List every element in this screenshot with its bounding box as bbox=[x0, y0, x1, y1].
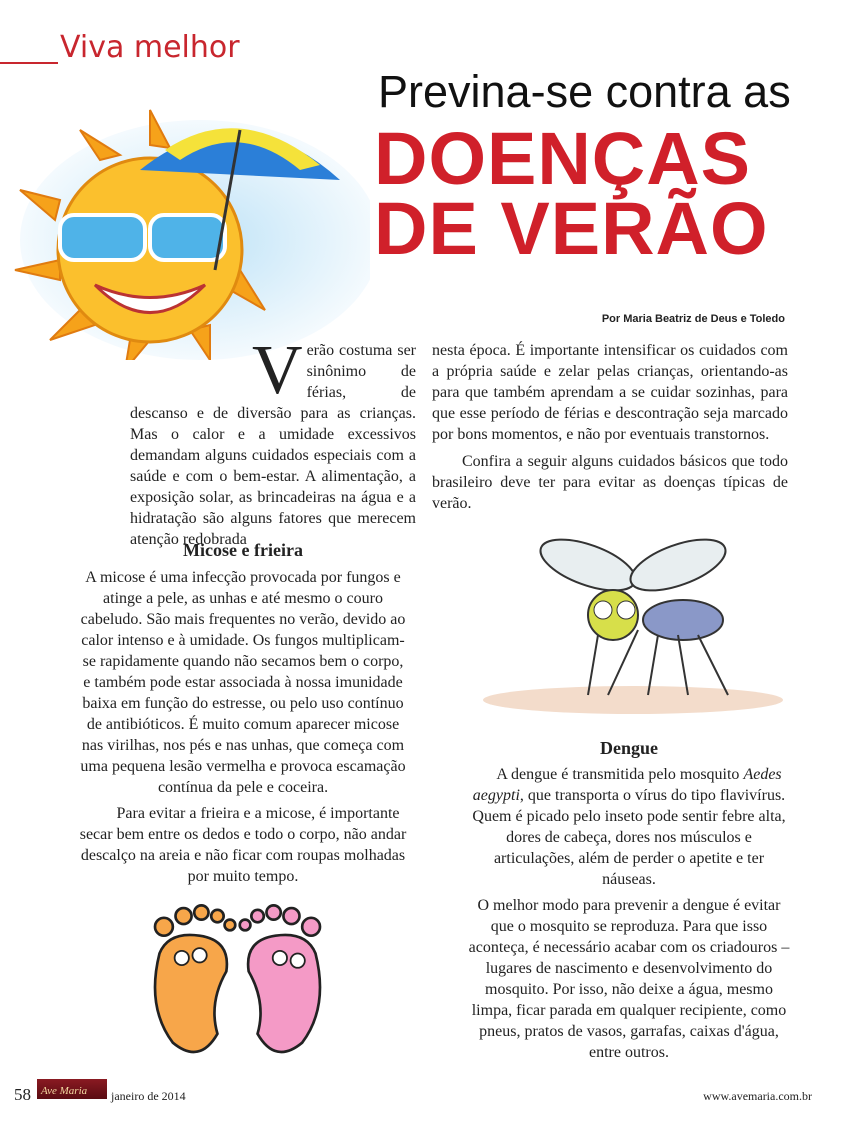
title-main bbox=[374, 117, 769, 270]
magazine-logo: Ave Maria bbox=[37, 1079, 107, 1099]
dengue-text: , que transporta o vírus do tipo flavivírus. Quem é picado pelo inseto pode sentir febre alta, dores de cabeça, dores nos músculos e articulações, além de perder o apetite e ter náuseas. bbox=[472, 787, 786, 888]
sun-umbrella-illustration bbox=[0, 70, 370, 360]
intro-column-2 bbox=[432, 340, 788, 514]
website-url[interactable]: www.avemaria.com.br bbox=[703, 1089, 812, 1103]
intro-column-1 bbox=[130, 332, 416, 550]
title-line-3: DE VERÃO bbox=[374, 187, 769, 270]
micose-section bbox=[78, 540, 408, 887]
intro-paragraph-1: erão costuma ser sinônimo de férias, de descanso e de diversão para as crianças. Mas o calor e a umidade excessivos demandam alguns cuidados especiais com a saúde e com o bem-estar. A alimentação, a exposição solar, as brincadeiras na água e a hidratação são alguns fatores que merecem atenção redobrada bbox=[130, 342, 416, 548]
species-name: Aedes aegypti bbox=[472, 766, 782, 804]
dengue-section bbox=[466, 738, 792, 1063]
byline: Por Maria Beatriz de Deus e Toledo bbox=[601, 313, 785, 325]
title-line-2: DOENÇAS bbox=[374, 117, 752, 200]
dengue-paragraph-2: O melhor modo para prevenir a dengue é evitar que o mosquito se reproduza. Para que isso aconteça, é necessário acabar com os criadouros – lugares de nascimento e desenvolvimento do mosquito. Por isso, não deixe a água, mesmo limpa, ficar parada em qualquer recipiente, como pneus, pratos de vasos, garrafas, caixas d'água, entre outros. bbox=[468, 897, 790, 1061]
section-label: Viva melhor bbox=[60, 30, 240, 65]
issue-date: janeiro de 2014 bbox=[111, 1089, 186, 1103]
drop-cap: V bbox=[252, 332, 303, 409]
section-rule bbox=[0, 62, 58, 64]
title-line-1: Previna-se contra as bbox=[378, 66, 791, 117]
dengue-heading: Dengue bbox=[600, 738, 658, 758]
intro-paragraph-2: Confira a seguir alguns cuidados básicos que todo brasileiro deve ter para evitar as doenças típicas de verão. bbox=[432, 453, 788, 512]
page-number: 58 bbox=[14, 1085, 31, 1104]
micose-paragraph-2: Para evitar a frieira e a micose, é importante secar bem entre os dedos e todo o corpo, não andar descalço na areia e não ficar com roupas molhadas por muito tempo. bbox=[79, 805, 407, 885]
micose-paragraph-1: A micose é uma infecção provocada por fungos e atinge a pele, as unhas e até mesmo o couro cabeludo. São mais frequentes no verão, devido ao calor intenso e à umidade. Os fungos multiplicam-se rapidamente quando não secamos bem o corpo, e também pode estar associada à nossa imunidade baixa em função do estresse, ou pelo uso contínuo de antibióticos. É muito comum aparecer micose nas virilhas, nos pés e nas unhas, que começa com uma pequena lesão vermelha e provoca escamação contínua da pele e coceira. bbox=[80, 569, 406, 796]
dengue-text: A dengue é transmitida pelo mosquito bbox=[496, 766, 744, 783]
feet-illustration bbox=[130, 900, 345, 1065]
mosquito-illustration bbox=[478, 535, 788, 730]
intro-paragraph-1-continued: nesta época. É importante intensificar os cuidados com a própria saúde e zelar pelas crianças, orientando-as para que também aprendam a se cuidar sozinhas, para que esse período de férias e descontração seja marcado por bons momentos, e não por eventuais transtornos. bbox=[432, 342, 788, 443]
dengue-paragraph-1 bbox=[466, 764, 792, 890]
micose-heading: Micose e frieira bbox=[183, 540, 303, 560]
